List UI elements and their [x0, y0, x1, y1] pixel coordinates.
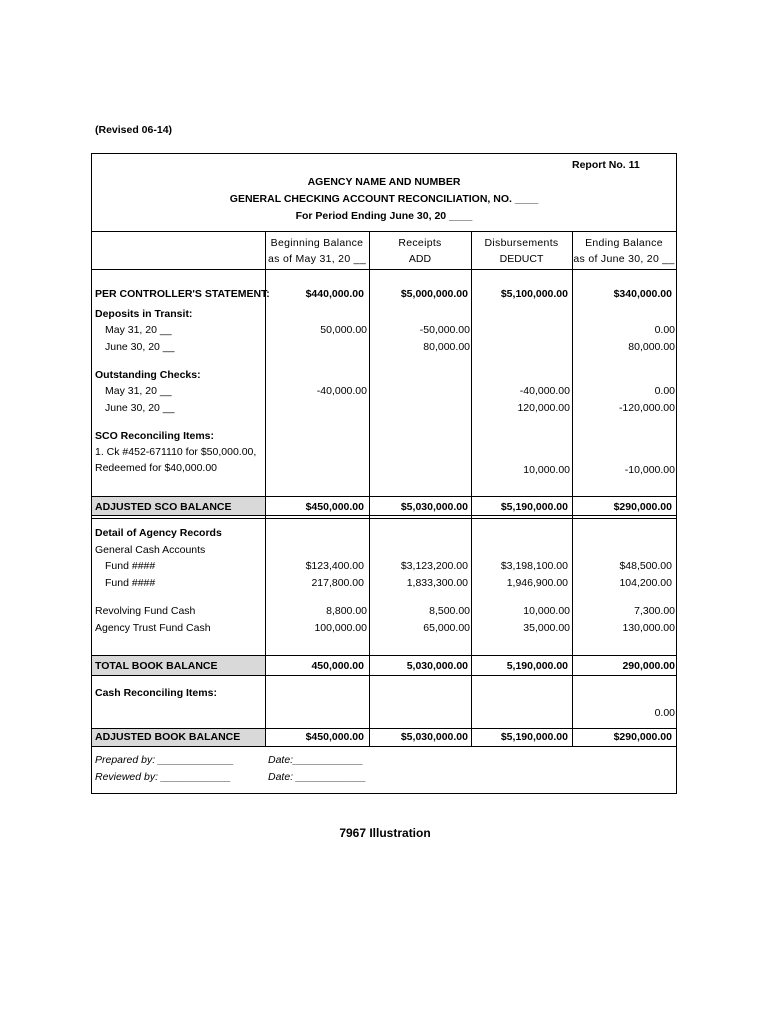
total-book-beginning: 450,000.00	[311, 660, 364, 672]
rule-total-top	[92, 655, 676, 656]
col-disbursements-line2: DEDUCT	[499, 253, 544, 265]
cash-reconciling-label: Cash Reconciling Items:	[95, 687, 217, 699]
deposits-june-label: June 30, 20 __	[105, 341, 175, 353]
adjusted-sco-label: ADJUSTED SCO BALANCE	[95, 501, 232, 513]
controller-ending: $340,000.00	[613, 288, 672, 300]
revolving-fund-beginning: 8,800.00	[326, 605, 367, 617]
reconciliation-form	[91, 153, 677, 794]
deposits-june-receipts: 80,000.00	[423, 341, 470, 353]
rule-book-bottom	[92, 746, 676, 747]
rule-total-bottom	[92, 675, 676, 676]
adjusted-book-disbursements: $5,190,000.00	[500, 731, 568, 743]
col-beginning-line2: as of May 31, 20 __	[268, 253, 366, 265]
adjusted-sco-beginning: $450,000.00	[305, 501, 364, 513]
fund-2-receipts: 1,833,300.00	[406, 577, 468, 589]
outstanding-may-label: May 31, 20 __	[105, 385, 172, 397]
fund-2-disbursements: 1,946,900.00	[506, 577, 568, 589]
illustration-caption: 7967 Illustration	[339, 826, 431, 840]
total-book-disbursements: 5,190,000.00	[506, 660, 568, 672]
rule-columns	[92, 269, 676, 270]
outstanding-may-ending: 0.00	[654, 385, 675, 397]
rule-sco-bottom-2	[92, 518, 676, 519]
outstanding-june-label: June 30, 20 __	[105, 402, 175, 414]
adjusted-book-receipts: $5,030,000.00	[400, 731, 468, 743]
col-disbursements-line1: Disbursements	[484, 237, 559, 249]
prepared-by-field[interactable]: Prepared by: _____________	[95, 754, 234, 766]
total-book-receipts: 5,030,000.00	[406, 660, 468, 672]
sco-item-line2: Redeemed for $40,000.00	[95, 462, 218, 474]
period-title: For Period Ending June 30, 20 ____	[295, 210, 473, 222]
adjusted-sco-disbursements: $5,190,000.00	[500, 501, 568, 513]
revolving-fund-disbursements: 10,000.00	[523, 605, 570, 617]
trust-fund-label: Agency Trust Fund Cash	[95, 622, 211, 634]
sco-item-line1: 1. Ck #452-671110 for $50,000.00,	[95, 446, 257, 458]
agency-title: AGENCY NAME AND NUMBER	[307, 176, 461, 188]
revolving-fund-ending: 7,300.00	[634, 605, 675, 617]
deposits-may-ending: 0.00	[654, 324, 675, 336]
fund-2-beginning: 217,800.00	[311, 577, 364, 589]
controller-disbursements: $5,100,000.00	[500, 288, 568, 300]
rule-sco-bottom	[92, 515, 676, 516]
controller-label: PER CONTROLLER'S STATEMENT:	[95, 288, 270, 300]
col-ending-line2: as of June 30, 20 __	[573, 253, 675, 265]
trust-fund-ending: 130,000.00	[622, 622, 675, 634]
revolving-fund-label: Revolving Fund Cash	[95, 605, 196, 617]
sco-ending: -10,000.00	[624, 464, 675, 476]
adjusted-sco-receipts: $5,030,000.00	[400, 501, 468, 513]
deposits-june-ending: 80,000.00	[628, 341, 675, 353]
trust-fund-beginning: 100,000.00	[314, 622, 367, 634]
fund-1-beginning: $123,400.00	[305, 560, 364, 572]
trust-fund-disbursements: 35,000.00	[523, 622, 570, 634]
revolving-fund-receipts: 8,500.00	[429, 605, 470, 617]
fund-2-label: Fund ####	[105, 577, 156, 589]
reviewed-by-field[interactable]: Reviewed by: ____________	[95, 771, 232, 783]
outstanding-may-beginning: -40,000.00	[316, 385, 367, 397]
fund-1-disbursements: $3,198,100.00	[500, 560, 568, 572]
total-book-label: TOTAL BOOK BALANCE	[95, 660, 218, 672]
rule-header	[92, 231, 676, 232]
col-receipts-line2: ADD	[408, 253, 432, 265]
prepared-date-field[interactable]: Date:____________	[268, 754, 364, 766]
outstanding-heading: Outstanding Checks:	[95, 369, 201, 381]
total-book-ending: 290,000.00	[622, 660, 675, 672]
sco-heading: SCO Reconciling Items:	[95, 430, 215, 442]
col-beginning-line1: Beginning Balance	[270, 237, 364, 249]
controller-beginning: $440,000.00	[305, 288, 364, 300]
col-receipts-line1: Receipts	[398, 237, 442, 249]
adjusted-sco-ending: $290,000.00	[613, 501, 672, 513]
outstanding-may-disbursements: -40,000.00	[519, 385, 570, 397]
reviewed-date-field[interactable]: Date: ____________	[268, 771, 367, 783]
controller-receipts: $5,000,000.00	[400, 288, 468, 300]
reconciliation-title: GENERAL CHECKING ACCOUNT RECONCILIATION, NO. ____	[229, 193, 539, 205]
agency-heading: Detail of Agency Records	[95, 527, 222, 539]
fund-1-ending: $48,500.00	[619, 560, 672, 572]
col-ending-line1: Ending Balance	[585, 237, 663, 249]
deposits-may-receipts: -50,000.00	[419, 324, 470, 336]
report-number: Report No. 11	[572, 159, 640, 171]
fund-1-receipts: $3,123,200.00	[400, 560, 468, 572]
cash-reconciling-ending: 0.00	[654, 707, 675, 719]
outstanding-june-disbursements: 120,000.00	[517, 402, 570, 414]
adjusted-book-beginning: $450,000.00	[305, 731, 364, 743]
revised-date: (Revised 06-14)	[95, 124, 173, 136]
trust-fund-receipts: 65,000.00	[423, 622, 470, 634]
rule-sco-top	[92, 496, 676, 497]
rule-book-top	[92, 728, 676, 729]
outstanding-june-ending: -120,000.00	[618, 402, 675, 414]
fund-2-ending: 104,200.00	[619, 577, 672, 589]
deposits-heading: Deposits in Transit:	[95, 308, 193, 320]
general-cash-label: General Cash Accounts	[95, 544, 206, 556]
fund-1-label: Fund ####	[105, 560, 156, 572]
deposits-may-label: May 31, 20 __	[105, 324, 172, 336]
sco-disbursements: 10,000.00	[523, 464, 570, 476]
adjusted-book-label: ADJUSTED BOOK BALANCE	[95, 731, 241, 743]
deposits-may-beginning: 50,000.00	[320, 324, 367, 336]
adjusted-book-ending: $290,000.00	[613, 731, 672, 743]
